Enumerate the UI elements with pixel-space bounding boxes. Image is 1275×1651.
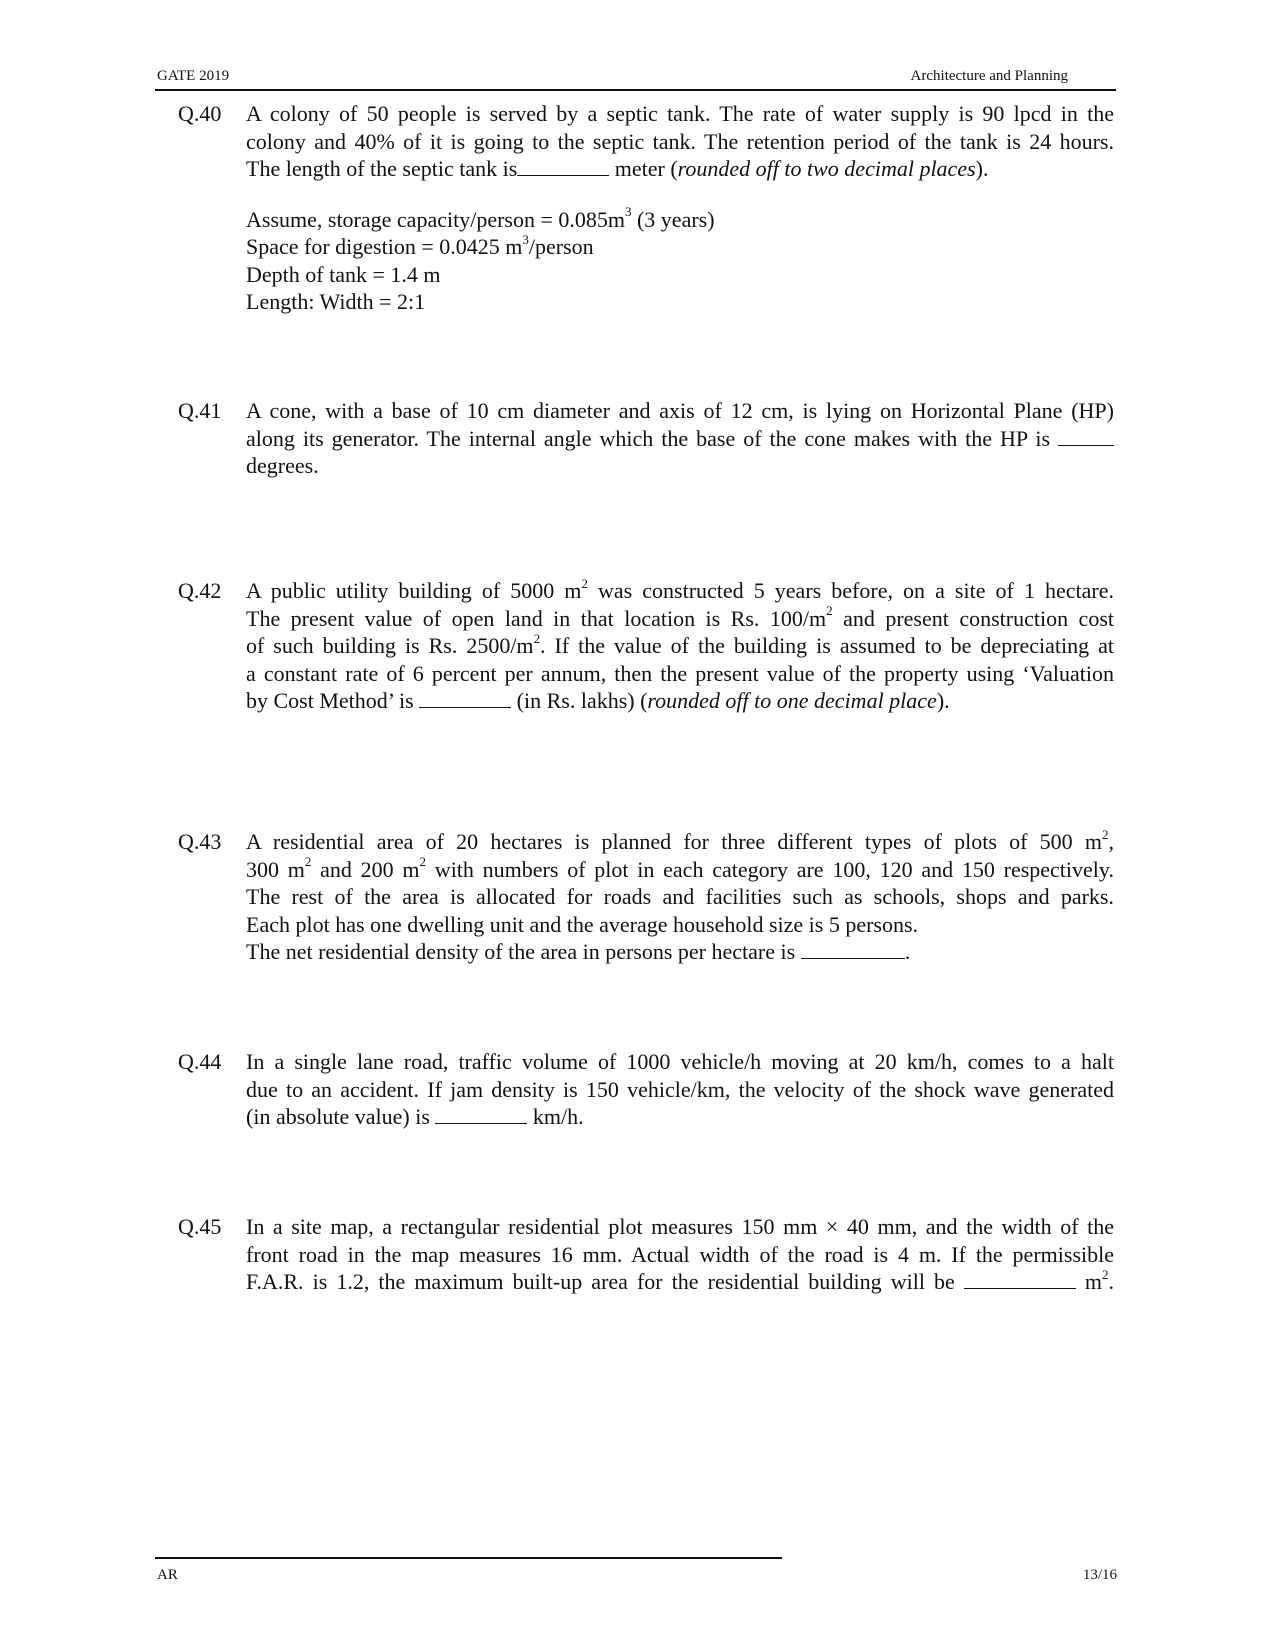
header-divider <box>155 89 1116 91</box>
exam-title: GATE 2019 <box>157 68 230 84</box>
question-number: Q.41 <box>178 398 222 423</box>
question-number: Q.45 <box>178 1214 222 1239</box>
assumption-item: Space for digestion = 0.0425 $m^3$/person <box>246 231 594 259</box>
page-number: 13/16 <box>1082 1567 1117 1583</box>
answer-blank[interactable] <box>964 1268 1076 1289</box>
answer-blank[interactable] <box>801 938 905 959</box>
answer-blank[interactable] <box>435 1103 527 1124</box>
question-line: colony and 40% of it is going to the septic tank. The retention period of the tank is 24 hours. <box>246 128 1114 154</box>
question-line: The net residential density of the area in persons per hectare is . <box>246 939 911 964</box>
question-line: A cone, with a base of 10 cm diameter and axis of 12 cm, is lying on Horizontal Plane (HP) <box>246 398 1114 423</box>
question-line: by Cost Method’ is (in Rs. lakhs) (rounded off to one decimal place). <box>246 688 950 713</box>
question-number: Q.40 <box>178 101 222 126</box>
footer-divider <box>155 1557 782 1559</box>
question-line: due to an accident. If jam density is 150 vehicle/km, the velocity of the shock wave generated <box>246 1076 1114 1102</box>
answer-blank[interactable] <box>517 155 609 176</box>
question-line: In a single lane road, traffic volume of 1000 vehicle/h moving at 20 km/h, comes to a halt <box>246 1049 1114 1074</box>
question-text <box>246 1213 1114 1296</box>
question-line: A colony of 50 people is served by a septic tank. The rate of water supply is 90 lpcd in the <box>246 101 1114 126</box>
question-line: A public utility building of 5000 $m^2$ was constructed 5 years before, on a site of 1 hectare. <box>246 575 1115 603</box>
question-line: Each plot has one dwelling unit and the average household size is 5 persons. <box>246 911 919 937</box>
assumptions-list <box>246 206 1114 316</box>
question-text <box>246 577 1114 715</box>
question-line: (in absolute value) is km/h. <box>246 1104 584 1129</box>
question-text <box>246 828 1114 966</box>
question-line: a constant rate of 6 percent per annum, then the present value of the property using ‘Valuation <box>246 660 1114 686</box>
assumption-item: Depth of tank = 1.4 m <box>246 261 441 287</box>
question-text <box>246 100 1114 316</box>
question-line: The present value of open land in that location is Rs. $100/m^2$ and present construction cost <box>246 603 1114 631</box>
question-line: degrees. <box>246 453 319 478</box>
question-text <box>246 1048 1114 1131</box>
assumption-item: Assume, storage capacity/person = $0.085m^3$ (3 years) <box>246 204 715 232</box>
question-number: Q.43 <box>178 829 222 854</box>
assumption-item: Length: Width = 2:1 <box>246 289 426 314</box>
question-line: along its generator. The internal angle which the base of the cone makes with the HP is <box>246 425 1114 453</box>
question-line: A residential area of 20 hectares is planned for three different types of plots of 500 $m^2$, <box>246 826 1114 854</box>
subject-title: Architecture and Planning <box>910 68 1068 84</box>
answer-blank[interactable] <box>419 687 511 708</box>
question-number: Q.42 <box>178 578 222 603</box>
question-text <box>246 397 1114 480</box>
question-line: 300 $m^2$ and 200 $m^2$ with numbers of plot in each category are 100, 120 and 150 respectively. <box>246 854 1114 882</box>
question-number: Q.44 <box>178 1049 222 1074</box>
paper-code: AR <box>157 1567 178 1583</box>
question-line: The rest of the area is allocated for roads and facilities such as schools, shops and parks. <box>246 884 1114 909</box>
question-line: The length of the septic tank is meter (rounded off to two decimal places). <box>246 156 989 181</box>
question-line: front road in the map measures 16 mm. Actual width of the road is 4 m. If the permissible <box>246 1241 1114 1267</box>
answer-blank[interactable] <box>1058 425 1114 446</box>
question-line: In a site map, a rectangular residential plot measures 150 mm × 40 mm, and the width of the <box>246 1214 1114 1239</box>
question-line: of such building is Rs. $2500/m^2$. If the value of the building is assumed to be depreciating at <box>246 630 1115 658</box>
question-line: F.A.R. is 1.2, the maximum built-up area for the residential building will be $m^2$. <box>246 1266 1115 1294</box>
